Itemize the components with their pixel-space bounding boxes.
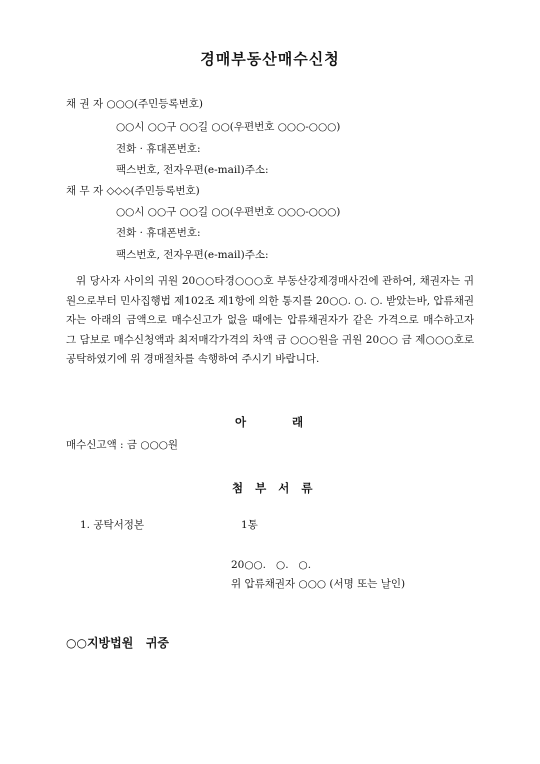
court-addressee: ○○지방법원 귀중 bbox=[66, 636, 170, 650]
signer-line: 위 압류채권자 ○○○ (서명 또는 날인) bbox=[231, 578, 406, 590]
below-heading-b: 래 bbox=[292, 415, 306, 429]
creditor-phone: 전화 · 휴대폰번호: bbox=[116, 143, 201, 155]
creditor-line: 채 권 자 ○○○(주민등록번호) bbox=[66, 98, 203, 110]
document-title: 경매부동산매수신청 bbox=[200, 50, 340, 68]
debtor-fax-email: 팩스번호, 전자우편(e-mail)주소: bbox=[116, 249, 269, 261]
below-heading-a: 아 bbox=[235, 415, 249, 429]
debtor-phone: 전화 · 휴대폰번호: bbox=[116, 227, 201, 239]
bid-amount: 매수신고액 : 금 ○○○원 bbox=[66, 439, 179, 451]
attachment-item: 1. 공탁서정본 bbox=[80, 519, 145, 531]
creditor-fax-email: 팩스번호, 전자우편(e-mail)주소: bbox=[116, 164, 269, 176]
document-date: 20○○. ○. ○. bbox=[231, 559, 312, 571]
attachment-count: 1통 bbox=[241, 519, 258, 531]
body-paragraph: 위 당사자 사이의 귀원 20○○타경○○○호 부동산강제경매사건에 관하여, 채권자는 귀원으로부터 민사집행법 제102조 제1항에 의한 통지를 20○○. ○. ○. 받았는바, 압류채권자는 아래의 금액으로 매수신고가 없을 때에는 압류채권자가 같은 가격으로 매수하고자 그 담보로 매수신청액과 최저매각가격의 차액 금 ○○○원을 귀원 20○○ 금 제○○○호로 공탁하였기에 위 경매절차를 속행하여 주시기 바랍니다. bbox=[66, 275, 474, 365]
creditor-address: ○○시 ○○구 ○○길 ○○(우편번호 ○○○-○○○) bbox=[116, 121, 341, 133]
debtor-address: ○○시 ○○구 ○○길 ○○(우편번호 ○○○-○○○) bbox=[116, 206, 341, 218]
debtor-line: 채 무 자 ◇◇◇(주민등록번호) bbox=[66, 185, 200, 197]
attachments-heading: 첨 부 서 류 bbox=[232, 481, 317, 495]
